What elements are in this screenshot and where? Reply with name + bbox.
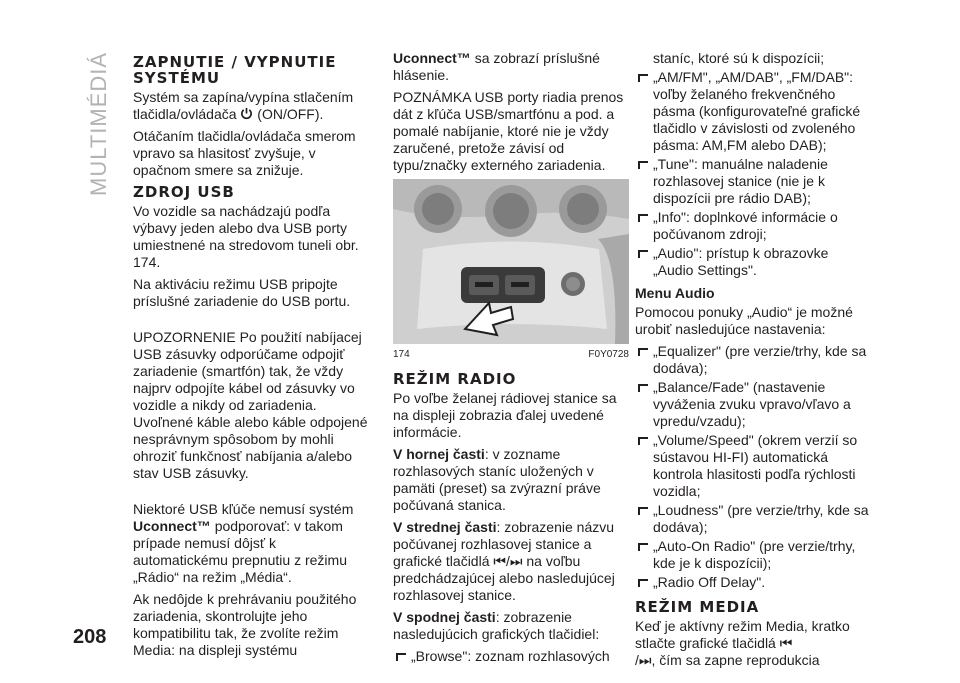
paragraph-usb-playback: Ak nedôjde k prehrávaniu použitého zariadenia, skontrolujte jeho kompatibilitu tak, že zvolíte režim Media: na displeji systému xyxy=(133,591,357,658)
paragraph-power-text: Systém sa zapína/vypína stlačením tlačidla/ovládača xyxy=(133,89,354,122)
slash: / xyxy=(635,652,639,668)
section-side-tab-label: MULTIMÉDIÁ xyxy=(86,51,111,196)
paragraph-usb-activate: Na aktiváciu režimu USB pripojte príslušné zariadenie do USB portu. xyxy=(133,276,351,309)
label-bottom-section: V spodnej časti xyxy=(393,609,496,625)
paragraph-media xyxy=(635,618,871,669)
label-middle-section: V strednej časti xyxy=(393,519,497,535)
bullet-radio-off-delay: „Radio Off Delay". xyxy=(635,574,871,591)
bullet-balance: „Balance/Fade" (nastavenie vyváženia zvuku vpravo/vľavo a vpredu/vzadu); xyxy=(635,379,871,430)
bullet-volume-speed: „Volume/Speed" (okrem verzií so sústavou HI-FI) automatická kontrola hlasitosti podľa rýchlosti vozidla; xyxy=(635,432,871,500)
usb-support-text-a: Niektoré USB kľúče nemusí systém xyxy=(133,501,354,517)
section-side-tab xyxy=(86,36,116,196)
heading-usb: ZDROJ USB xyxy=(133,183,235,201)
bullet-loudness: „Loudness" (pre verzie/trhy, kde sa dodáva); xyxy=(635,502,871,536)
figure-number: 174 xyxy=(393,349,410,360)
previous-track-icon: ⏮ xyxy=(493,553,506,569)
uconnect-message-text: sa zobrazí príslušné hlásenie. xyxy=(393,50,600,83)
bullet-tune: „Tune": manuálne naladenie rozhlasovej stanice (nie je k dispozícii pre rádio DAB); xyxy=(635,156,871,207)
paragraph-volume: Otáčaním tlačidla/ovládača smerom vpravo sa hlasitosť zvyšuje, v opačnom smere sa znižuje. xyxy=(133,128,356,178)
heading-on-off: ZAPNUTIE / VYPNUTIE SYSTÉMU xyxy=(133,53,337,87)
column-2 xyxy=(393,50,629,667)
bullet-info: „Info": doplnkové informácie o počúvanom zdroji; xyxy=(635,209,871,243)
bullet-browse: „Browse": zoznam rozhlasových xyxy=(393,648,629,665)
bullet-browse-continued: staníc, ktoré sú k dispozícii; xyxy=(653,50,825,66)
media-text-a: Keď je aktívny režim Media, kratko stlačte grafické tlačidlá xyxy=(635,618,850,651)
figure-caption xyxy=(393,346,629,363)
previous-track-icon: ⏮ xyxy=(779,635,793,651)
figure-usb-ports-photo xyxy=(393,179,629,344)
usb-console-illustration xyxy=(393,179,629,344)
slash: / xyxy=(506,553,510,569)
paragraph-radio-middle xyxy=(393,519,629,604)
radio-top-text: : v zozname rozhlasových staníc uložených v pamäti (preset) sa zvýrazní práve počúvaná stanica. xyxy=(393,446,601,513)
heading-menu-audio: Menu Audio xyxy=(635,285,715,301)
column-1 xyxy=(133,50,369,664)
bullet-band: „AM/FM", „AM/DAB", „FM/DAB": voľby želaného frekvenčného pásma (konfigurovateľné grafické tlačidlo v závislosti od zvoleného pásma: AM,FM alebo DAB); xyxy=(635,69,871,154)
uconnect-brand: Uconnect™ xyxy=(133,518,211,534)
heading-media: REŽIM MEDIA xyxy=(635,598,760,616)
bullet-equalizer: „Equalizer" (pre verzie/trhy, kde sa dodáva); xyxy=(635,343,871,377)
paragraph-radio-top xyxy=(393,446,629,514)
radio-middle-text: : zobrazenie názvu počúvanej rozhlasovej stanice a grafické tlačidlá xyxy=(393,519,615,569)
paragraph-usb-note: POZNÁMKA USB porty riadia prenos dát z kľúča USB/smartfónu a pod. a pomalé nabíjanie, ktoré nie je vždy zaručené, pretože závisí od typu/značky externého zariadenia. xyxy=(393,89,624,173)
paragraph-usb-support xyxy=(133,501,369,586)
paragraph-usb-warning: UPOZORNENIE Po použití nabíjacej USB zásuvky odporúčame odpojiť zariadenie (smartfón) tak, že vždy najprv odpojíte kábel od zásuvky vo vozidle a nikdy od zariadenia. Uvoľnené káble alebo káble odpojené nesprávnym spôsobom by mohli ohroziť funkčnosť nabíjania a/alebo stav USB zásuvky. xyxy=(133,329,368,481)
paragraph-power-onoff: (ON/OFF). xyxy=(257,106,324,122)
heading-radio: REŽIM RADIO xyxy=(393,370,517,388)
usb-support-text-b: podporovať: v takom prípade nemusí dôjsť k automatickému prepnutiu z režimu „Rádio“ na režim „Média“. xyxy=(133,518,347,585)
uconnect-brand: Uconnect™ xyxy=(393,50,471,66)
radio-middle-text-b: na voľbu predchádzajúcej alebo nasledujúcej rozhlasovej stanice. xyxy=(393,553,615,603)
radio-bottom-text: : zobrazenie nasledujúcich grafických tlačidiel: xyxy=(393,609,600,642)
bullet-auto-on: „Auto-On Radio" (pre verzie/trhy, kde je k dispozícii); xyxy=(635,538,871,572)
paragraph-uconnect-message xyxy=(393,50,629,84)
label-top-section: V hornej časti xyxy=(393,446,485,462)
next-track-icon: ⏭ xyxy=(509,553,523,569)
column-3 xyxy=(635,50,871,674)
paragraph-radio-bottom xyxy=(393,609,629,643)
next-track-icon: ⏭ xyxy=(638,652,652,668)
paragraph-radio-intro: Po voľbe želanej rádiovej stanice sa na displeji zobrazia ďalej uvedené informácie. xyxy=(393,390,617,440)
bullet-audio: „Audio": prístup k obrazovke „Audio Settings". xyxy=(635,245,871,279)
figure-code: F0Y0728 xyxy=(588,349,629,360)
power-icon xyxy=(240,107,253,120)
paragraph-power xyxy=(133,89,369,123)
paragraph-menu-audio: Pomocou ponuky „Audio“ je možné urobiť nasledujúce nastavenia: xyxy=(635,304,853,337)
paragraph-usb-ports: Vo vozidle sa nachádzajú podľa výbavy jeden alebo dva USB porty umiestnené na stredovom tuneli obr. 174. xyxy=(133,203,359,270)
media-text-b: , čím sa zapne reprodukcia xyxy=(651,652,820,668)
page-number: 208 xyxy=(73,626,107,648)
